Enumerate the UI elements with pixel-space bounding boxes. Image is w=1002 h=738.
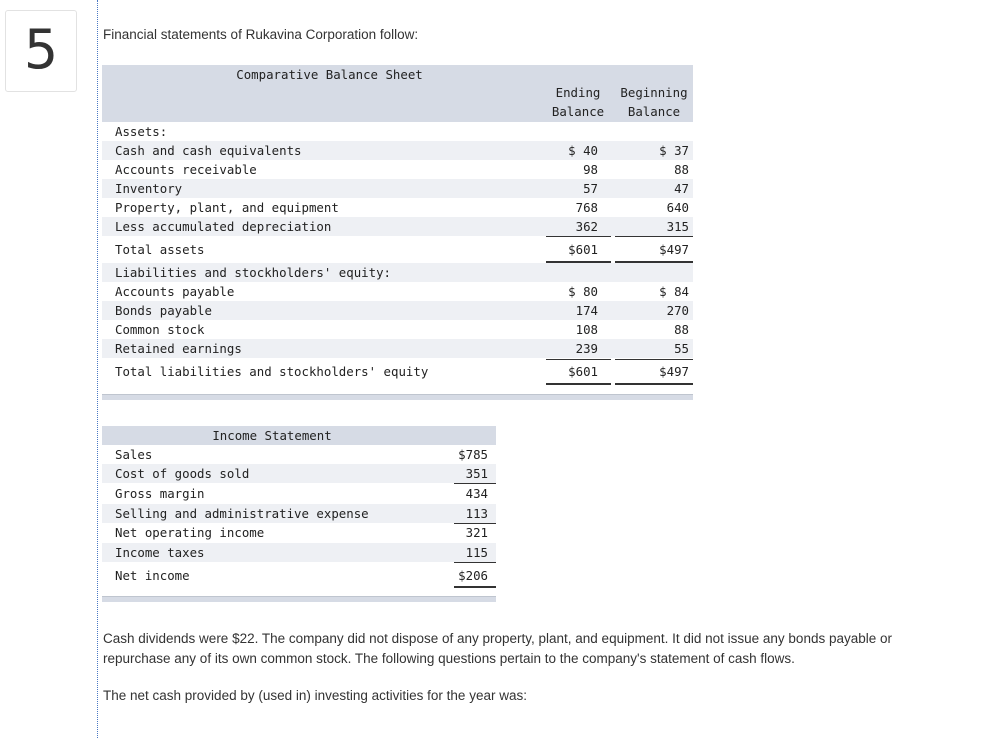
income-statement-header: [102, 426, 496, 445]
table-row: Cost of goods sold 351: [102, 464, 496, 483]
subtotal-rule: [546, 236, 611, 237]
assets-header-row: Assets:: [115, 124, 168, 139]
subtotal-rule: [546, 359, 611, 360]
table-row: Accounts receivable 98 88: [115, 162, 689, 177]
intro-text: Financial statements of Rukavina Corporation follow:: [103, 27, 419, 42]
subtotal-rule: [615, 359, 693, 360]
total-liabilities-row: Total liabilities and stockholders' equity $601 $497: [115, 364, 689, 379]
table-row: Sales $785: [115, 447, 488, 462]
question-prompt: The net cash provided by (used in) investing activities for the year was:: [103, 688, 527, 703]
income-statement-table: [102, 426, 496, 604]
balance-sheet-table: [102, 65, 693, 401]
income-statement-footer: [102, 596, 496, 602]
question-number: 5: [23, 18, 59, 81]
table-row: Selling and administrative expense 113: [102, 504, 496, 523]
table-row: Bonds payable 174 270: [102, 301, 693, 320]
subtotal-rule: [454, 562, 496, 563]
ending-balance-header: Ending Balance: [551, 85, 605, 119]
table-row: Cash and cash equivalents $ 40 $ 37: [102, 141, 693, 160]
table-row: Net operating income 321: [115, 525, 488, 540]
total-rule: [546, 383, 611, 385]
income-statement-title: Income Statement: [212, 428, 332, 443]
total-rule: [615, 383, 693, 385]
table-row: Income taxes 115: [102, 543, 496, 562]
balance-sheet-title: Comparative Balance Sheet: [236, 67, 423, 82]
table-row: Less accumulated depreciation 362 315: [102, 217, 693, 236]
table-row: Common stock 108 88: [115, 322, 689, 337]
total-assets-row: Total assets $601 $497: [115, 242, 689, 257]
net-income-row: Net income $206: [115, 568, 488, 583]
table-row: Accounts payable $ 80 $ 84: [115, 284, 689, 299]
balance-sheet-footer: [102, 394, 693, 400]
content-divider: [97, 0, 98, 738]
liabilities-header-row: Liabilities and stockholders' equity:: [102, 263, 693, 282]
table-row: Gross margin 434: [115, 486, 488, 501]
subtotal-rule: [615, 236, 693, 237]
question-number-box: [5, 10, 77, 92]
table-row: Property, plant, and equipment 768 640: [115, 200, 689, 215]
table-row: Retained earnings 239 55: [102, 339, 693, 358]
table-row: Inventory 57 47: [102, 179, 693, 198]
total-rule: [454, 586, 496, 588]
problem-description: Cash dividends were $22. The company did not dispose of any property, plant, and equipment. It did not issue any bonds payable or repurchase any of its own common stock. The following questions pertain to the company's statement of cash flows.: [103, 631, 892, 666]
balance-sheet-header: [102, 65, 693, 122]
beginning-balance-header: Beginning Balance: [620, 85, 688, 119]
